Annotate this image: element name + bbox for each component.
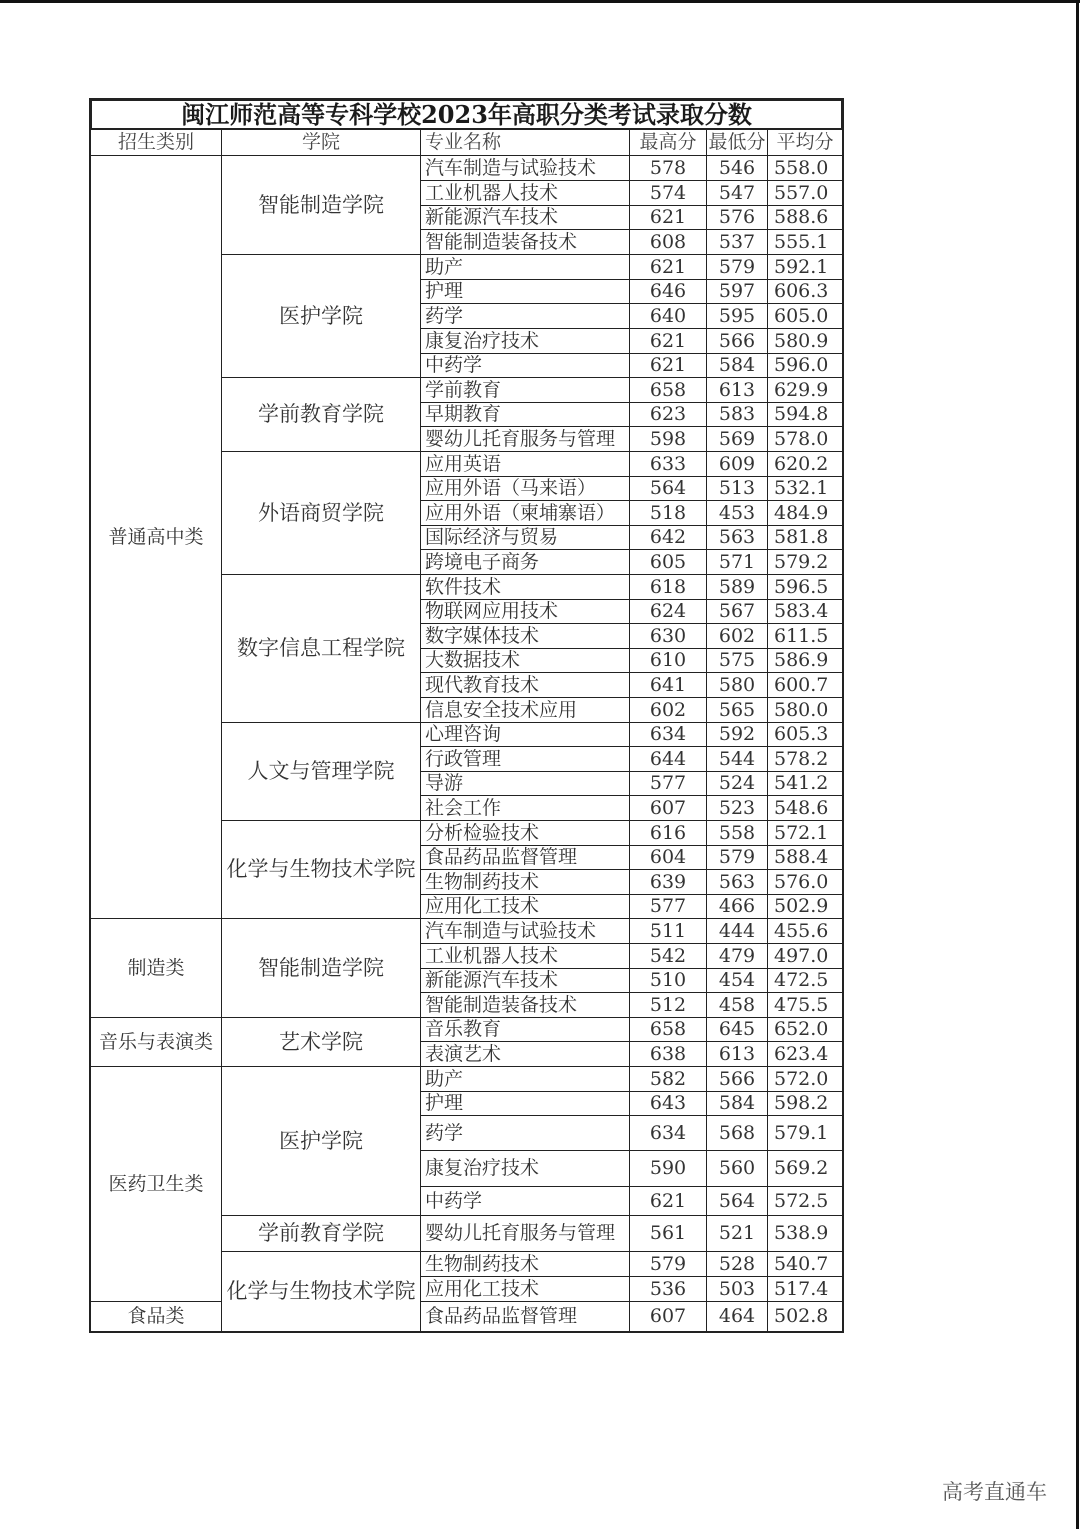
major-cell: 护理 <box>420 1091 630 1116</box>
major-cell: 新能源汽车技术 <box>420 968 630 993</box>
max-score-cell: 624 <box>629 599 707 624</box>
min-score-cell: 521 <box>706 1215 768 1252</box>
avg-score-cell: 578.0 <box>767 426 843 452</box>
header-college: 学院 <box>221 129 421 156</box>
major-cell: 软件技术 <box>420 574 630 600</box>
major-cell: 护理 <box>420 279 630 304</box>
avg-score-cell: 592.1 <box>767 254 843 280</box>
max-score-cell: 639 <box>629 869 707 895</box>
min-score-cell: 564 <box>706 1186 768 1216</box>
min-score-cell: 595 <box>706 303 768 329</box>
max-score-cell: 644 <box>629 746 707 772</box>
min-score-cell: 613 <box>706 377 768 403</box>
max-score-cell: 623 <box>629 402 707 427</box>
avg-score-cell: 583.4 <box>767 599 843 624</box>
major-cell: 国际经济与贸易 <box>420 525 630 550</box>
major-cell: 药学 <box>420 1115 630 1151</box>
min-score-cell: 513 <box>706 476 768 501</box>
major-cell: 音乐教育 <box>420 1017 630 1042</box>
major-cell: 汽车制造与试验技术 <box>420 155 630 181</box>
major-cell: 助产 <box>420 254 630 280</box>
max-score-cell: 582 <box>629 1066 707 1092</box>
max-score-cell: 561 <box>629 1215 707 1252</box>
major-cell: 工业机器人技术 <box>420 943 630 969</box>
college-cell: 医护学院 <box>221 1066 421 1216</box>
avg-score-cell: 606.3 <box>767 279 843 304</box>
avg-score-cell: 588.4 <box>767 845 843 870</box>
max-score-cell: 577 <box>629 771 707 796</box>
min-score-cell: 592 <box>706 722 768 747</box>
college-cell: 学前教育学院 <box>221 1215 421 1252</box>
major-cell: 信息安全技术应用 <box>420 697 630 723</box>
max-score-cell: 642 <box>629 525 707 550</box>
major-cell: 生物制药技术 <box>420 869 630 895</box>
major-cell: 表演艺术 <box>420 1041 630 1067</box>
min-score-cell: 569 <box>706 426 768 452</box>
avg-score-cell: 586.9 <box>767 648 843 673</box>
major-cell: 大数据技术 <box>420 648 630 673</box>
major-cell: 应用化工技术 <box>420 894 630 919</box>
avg-score-cell: 600.7 <box>767 672 843 698</box>
min-score-cell: 609 <box>706 451 768 477</box>
avg-score-cell: 572.5 <box>767 1186 843 1216</box>
avg-score-cell: 548.6 <box>767 795 843 821</box>
min-score-cell: 546 <box>706 155 768 181</box>
max-score-cell: 604 <box>629 845 707 870</box>
max-score-cell: 607 <box>629 795 707 821</box>
min-score-cell: 602 <box>706 623 768 649</box>
min-score-cell: 584 <box>706 1091 768 1116</box>
category-cell: 普通高中类 <box>90 155 222 919</box>
major-cell: 早期教育 <box>420 402 630 427</box>
major-cell: 应用外语（柬埔寨语） <box>420 500 630 526</box>
min-score-cell: 579 <box>706 845 768 870</box>
college-cell: 化学与生物技术学院 <box>221 1251 421 1332</box>
min-score-cell: 479 <box>706 943 768 969</box>
major-cell: 新能源汽车技术 <box>420 205 630 230</box>
avg-score-cell: 629.9 <box>767 377 843 403</box>
header-major: 专业名称 <box>420 129 630 156</box>
major-cell: 工业机器人技术 <box>420 180 630 206</box>
max-score-cell: 621 <box>629 254 707 280</box>
major-cell: 学前教育 <box>420 377 630 403</box>
min-score-cell: 580 <box>706 672 768 698</box>
min-score-cell: 458 <box>706 992 768 1018</box>
max-score-cell: 512 <box>629 992 707 1018</box>
max-score-cell: 638 <box>629 1041 707 1067</box>
max-score-cell: 658 <box>629 377 707 403</box>
college-cell: 智能制造学院 <box>221 155 421 255</box>
avg-score-cell: 557.0 <box>767 180 843 206</box>
college-cell: 智能制造学院 <box>221 918 421 1018</box>
max-score-cell: 630 <box>629 623 707 649</box>
min-score-cell: 566 <box>706 328 768 354</box>
avg-score-cell: 475.5 <box>767 992 843 1018</box>
major-cell: 生物制药技术 <box>420 1251 630 1277</box>
max-score-cell: 510 <box>629 968 707 993</box>
major-cell: 助产 <box>420 1066 630 1092</box>
max-score-cell: 640 <box>629 303 707 329</box>
major-cell: 心理咨询 <box>420 722 630 747</box>
max-score-cell: 605 <box>629 549 707 575</box>
major-cell: 婴幼儿托育服务与管理 <box>420 1215 630 1252</box>
major-cell: 智能制造装备技术 <box>420 229 630 255</box>
major-cell: 应用外语（马来语） <box>420 476 630 501</box>
max-score-cell: 542 <box>629 943 707 969</box>
avg-score-cell: 558.0 <box>767 155 843 181</box>
max-score-cell: 621 <box>629 328 707 354</box>
min-score-cell: 523 <box>706 795 768 821</box>
category-cell: 制造类 <box>90 918 222 1018</box>
major-cell: 康复治疗技术 <box>420 328 630 354</box>
avg-score-cell: 611.5 <box>767 623 843 649</box>
major-cell: 中药学 <box>420 353 630 378</box>
min-score-cell: 575 <box>706 648 768 673</box>
major-cell: 智能制造装备技术 <box>420 992 630 1018</box>
min-score-cell: 571 <box>706 549 768 575</box>
max-score-cell: 602 <box>629 697 707 723</box>
min-score-cell: 645 <box>706 1017 768 1042</box>
max-score-cell: 590 <box>629 1150 707 1187</box>
avg-score-cell: 596.0 <box>767 353 843 378</box>
header-category: 招生类别 <box>90 129 222 156</box>
min-score-cell: 444 <box>706 918 768 944</box>
min-score-cell: 464 <box>706 1301 768 1332</box>
avg-score-cell: 579.2 <box>767 549 843 575</box>
avg-score-cell: 569.2 <box>767 1150 843 1187</box>
avg-score-cell: 502.9 <box>767 894 843 919</box>
min-score-cell: 597 <box>706 279 768 304</box>
major-cell: 社会工作 <box>420 795 630 821</box>
avg-score-cell: 455.6 <box>767 918 843 944</box>
min-score-cell: 528 <box>706 1251 768 1277</box>
avg-score-cell: 484.9 <box>767 500 843 526</box>
major-cell: 中药学 <box>420 1186 630 1216</box>
college-cell: 学前教育学院 <box>221 377 421 452</box>
avg-score-cell: 588.6 <box>767 205 843 230</box>
min-score-cell: 567 <box>706 599 768 624</box>
min-score-cell: 544 <box>706 746 768 772</box>
max-score-cell: 621 <box>629 205 707 230</box>
college-cell: 艺术学院 <box>221 1017 421 1067</box>
avg-score-cell: 605.0 <box>767 303 843 329</box>
category-cell: 医药卫生类 <box>90 1066 222 1302</box>
avg-score-cell: 497.0 <box>767 943 843 969</box>
max-score-cell: 607 <box>629 1301 707 1332</box>
avg-score-cell: 472.5 <box>767 968 843 993</box>
min-score-cell: 579 <box>706 254 768 280</box>
avg-score-cell: 540.7 <box>767 1251 843 1277</box>
major-cell: 数字媒体技术 <box>420 623 630 649</box>
major-cell: 物联网应用技术 <box>420 599 630 624</box>
major-cell: 分析检验技术 <box>420 820 630 846</box>
avg-score-cell: 538.9 <box>767 1215 843 1252</box>
max-score-cell: 634 <box>629 722 707 747</box>
max-score-cell: 643 <box>629 1091 707 1116</box>
major-cell: 应用化工技术 <box>420 1276 630 1302</box>
max-score-cell: 518 <box>629 500 707 526</box>
major-cell: 婴幼儿托育服务与管理 <box>420 426 630 452</box>
avg-score-cell: 572.1 <box>767 820 843 846</box>
max-score-cell: 511 <box>629 918 707 944</box>
max-score-cell: 574 <box>629 180 707 206</box>
max-score-cell: 658 <box>629 1017 707 1042</box>
min-score-cell: 524 <box>706 771 768 796</box>
avg-score-cell: 532.1 <box>767 476 843 501</box>
min-score-cell: 466 <box>706 894 768 919</box>
min-score-cell: 547 <box>706 180 768 206</box>
avg-score-cell: 578.2 <box>767 746 843 772</box>
avg-score-cell: 620.2 <box>767 451 843 477</box>
avg-score-cell: 502.8 <box>767 1301 843 1332</box>
max-score-cell: 579 <box>629 1251 707 1277</box>
max-score-cell: 634 <box>629 1115 707 1151</box>
major-cell: 现代教育技术 <box>420 672 630 698</box>
max-score-cell: 577 <box>629 894 707 919</box>
avg-score-cell: 594.8 <box>767 402 843 427</box>
max-score-cell: 598 <box>629 426 707 452</box>
major-cell: 行政管理 <box>420 746 630 772</box>
min-score-cell: 560 <box>706 1150 768 1187</box>
avg-score-cell: 652.0 <box>767 1017 843 1042</box>
major-cell: 康复治疗技术 <box>420 1150 630 1187</box>
major-cell: 食品药品监督管理 <box>420 1301 630 1332</box>
college-cell: 数字信息工程学院 <box>221 574 421 723</box>
avg-score-cell: 596.5 <box>767 574 843 600</box>
max-score-cell: 621 <box>629 1186 707 1216</box>
min-score-cell: 576 <box>706 205 768 230</box>
min-score-cell: 563 <box>706 525 768 550</box>
max-score-cell: 608 <box>629 229 707 255</box>
avg-score-cell: 541.2 <box>767 771 843 796</box>
min-score-cell: 453 <box>706 500 768 526</box>
avg-score-cell: 517.4 <box>767 1276 843 1302</box>
min-score-cell: 565 <box>706 697 768 723</box>
category-cell: 食品类 <box>90 1301 222 1332</box>
min-score-cell: 537 <box>706 229 768 255</box>
max-score-cell: 641 <box>629 672 707 698</box>
min-score-cell: 583 <box>706 402 768 427</box>
avg-score-cell: 555.1 <box>767 229 843 255</box>
major-cell: 药学 <box>420 303 630 329</box>
college-cell: 化学与生物技术学院 <box>221 820 421 919</box>
avg-score-cell: 580.0 <box>767 697 843 723</box>
major-cell: 应用英语 <box>420 451 630 477</box>
avg-score-cell: 579.1 <box>767 1115 843 1151</box>
min-score-cell: 613 <box>706 1041 768 1067</box>
avg-score-cell: 605.3 <box>767 722 843 747</box>
major-cell: 导游 <box>420 771 630 796</box>
max-score-cell: 621 <box>629 353 707 378</box>
avg-score-cell: 576.0 <box>767 869 843 895</box>
min-score-cell: 566 <box>706 1066 768 1092</box>
avg-score-cell: 623.4 <box>767 1041 843 1067</box>
max-score-cell: 633 <box>629 451 707 477</box>
major-cell: 跨境电子商务 <box>420 549 630 575</box>
min-score-cell: 568 <box>706 1115 768 1151</box>
avg-score-cell: 581.8 <box>767 525 843 550</box>
max-score-cell: 536 <box>629 1276 707 1302</box>
min-score-cell: 563 <box>706 869 768 895</box>
header-max-score: 最高分 <box>629 129 707 156</box>
major-cell: 食品药品监督管理 <box>420 845 630 870</box>
max-score-cell: 618 <box>629 574 707 600</box>
min-score-cell: 558 <box>706 820 768 846</box>
max-score-cell: 646 <box>629 279 707 304</box>
header-avg-score: 平均分 <box>767 129 843 156</box>
min-score-cell: 584 <box>706 353 768 378</box>
max-score-cell: 578 <box>629 155 707 181</box>
min-score-cell: 503 <box>706 1276 768 1302</box>
watermark: 高考直通车 <box>942 1480 1047 1504</box>
header-min-score: 最低分 <box>706 129 768 156</box>
avg-score-cell: 580.9 <box>767 328 843 354</box>
college-cell: 外语商贸学院 <box>221 451 421 575</box>
avg-score-cell: 572.0 <box>767 1066 843 1092</box>
table-title: 闽江师范高等专科学校2023年高职分类考试录取分数 <box>90 99 843 130</box>
category-cell: 音乐与表演类 <box>90 1017 222 1067</box>
max-score-cell: 564 <box>629 476 707 501</box>
min-score-cell: 589 <box>706 574 768 600</box>
college-cell: 人文与管理学院 <box>221 722 421 821</box>
major-cell: 汽车制造与试验技术 <box>420 918 630 944</box>
max-score-cell: 616 <box>629 820 707 846</box>
avg-score-cell: 598.2 <box>767 1091 843 1116</box>
min-score-cell: 454 <box>706 968 768 993</box>
max-score-cell: 610 <box>629 648 707 673</box>
college-cell: 医护学院 <box>221 254 421 378</box>
